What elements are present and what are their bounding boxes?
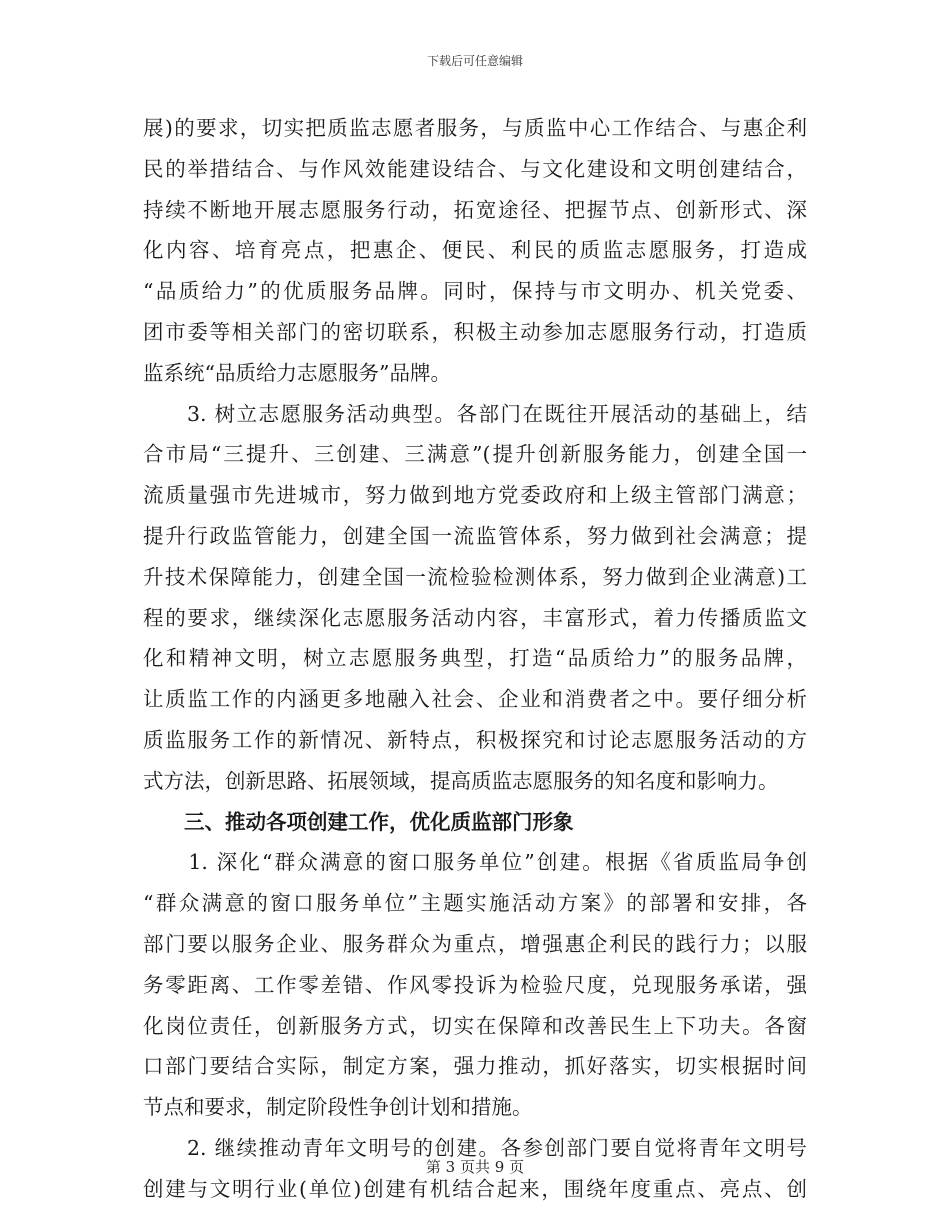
text-line: 展)的要求，切实把质监志愿者服务，与质监中心工作结合、与惠企利 [143, 116, 807, 140]
text-line: 团市委等相关部门的密切联系，积极主动参加志愿服务行动，打造质 [143, 319, 807, 344]
page-number: 第 3 页共 9 页 [425, 1158, 525, 1176]
text-line: 1. 深化“群众满意的窗口服务单位”创建。根据《省质监局争创 [143, 850, 807, 875]
text-line: 部门要以服务企业、服务群众为重点，增强惠企利民的践行力；以服 [143, 931, 807, 956]
text-line: 节点和要求，制定阶段性争创计划和措施。 [143, 1095, 533, 1120]
page-header: 下载后可任意编辑 [426, 54, 523, 68]
text-line: 3. 树立志愿服务活动典型。各部门在既往开展活动的基础上，结 [143, 401, 807, 426]
document-body [143, 108, 807, 1210]
text-line: “群众满意的窗口服务单位”主题实施活动方案》的部署和安排，各 [143, 891, 807, 916]
text-line: 合市局“三提升、三创建、三满意”(提升创新服务能力，创建全国一 [143, 442, 807, 467]
text-line: 2. 继续推动青年文明号的创建。各参创部门要自觉将青年文明号 [143, 1135, 807, 1160]
text-line: 持续不断地开展志愿服务行动，拓宽途径、把握节点、创新形式、深 [143, 197, 807, 222]
text-line: 提升行政监管能力，创建全国一流监管体系，努力做到社会满意；提 [143, 523, 807, 548]
section-heading: 三、推动各项创建工作，优化质监部门形象 [143, 809, 574, 834]
text-line: 让质监工作的内涵更多地融入社会、企业和消费者之中。要仔细分析 [143, 687, 807, 712]
text-line: 化和精神文明，树立志愿服务典型，打造“品质给力”的服务品牌， [143, 646, 807, 671]
text-line: 化内容、培育亮点，把惠企、便民、利民的质监志愿服务，打造成 [143, 238, 807, 263]
text-line: 口部门要结合实际，制定方案，强力推动，抓好落实，切实根据时间 [143, 1054, 807, 1079]
text-line: 式方法，创新思路、拓展领域，提高质监志愿服务的知名度和影响力。 [143, 768, 779, 793]
text-line: 质监服务工作的新情况、新特点，积极探究和讨论志愿服务活动的方 [143, 727, 807, 752]
text-line: 化岗位责任，创新服务方式，切实在保障和改善民生上下功夫。各窗 [143, 1013, 807, 1038]
text-line: 务零距离、工作零差错、作风零投诉为检验尺度，兑现服务承诺，强 [143, 972, 807, 997]
text-line: 民的举措结合、与作风效能建设结合、与文化建设和文明创建结合， [143, 156, 807, 181]
text-line: 流质量强市先进城市，努力做到地方党委政府和上级主管部门满意； [143, 483, 807, 508]
text-line: “品质给力”的优质服务品牌。同时，保持与市文明办、机关党委、 [143, 279, 807, 304]
text-line: 程的要求，继续深化志愿服务活动内容，丰富形式，着力传播质监文 [143, 605, 807, 630]
text-line: 升技术保障能力，创建全国一流检验检测体系，努力做到企业满意)工 [143, 564, 807, 589]
text-line: 创建与文明行业(单位)创建有机结合起来，围绕年度重点、亮点、创 [143, 1176, 807, 1201]
text-line: 监系统“品质给力志愿服务”品牌。 [143, 360, 451, 385]
